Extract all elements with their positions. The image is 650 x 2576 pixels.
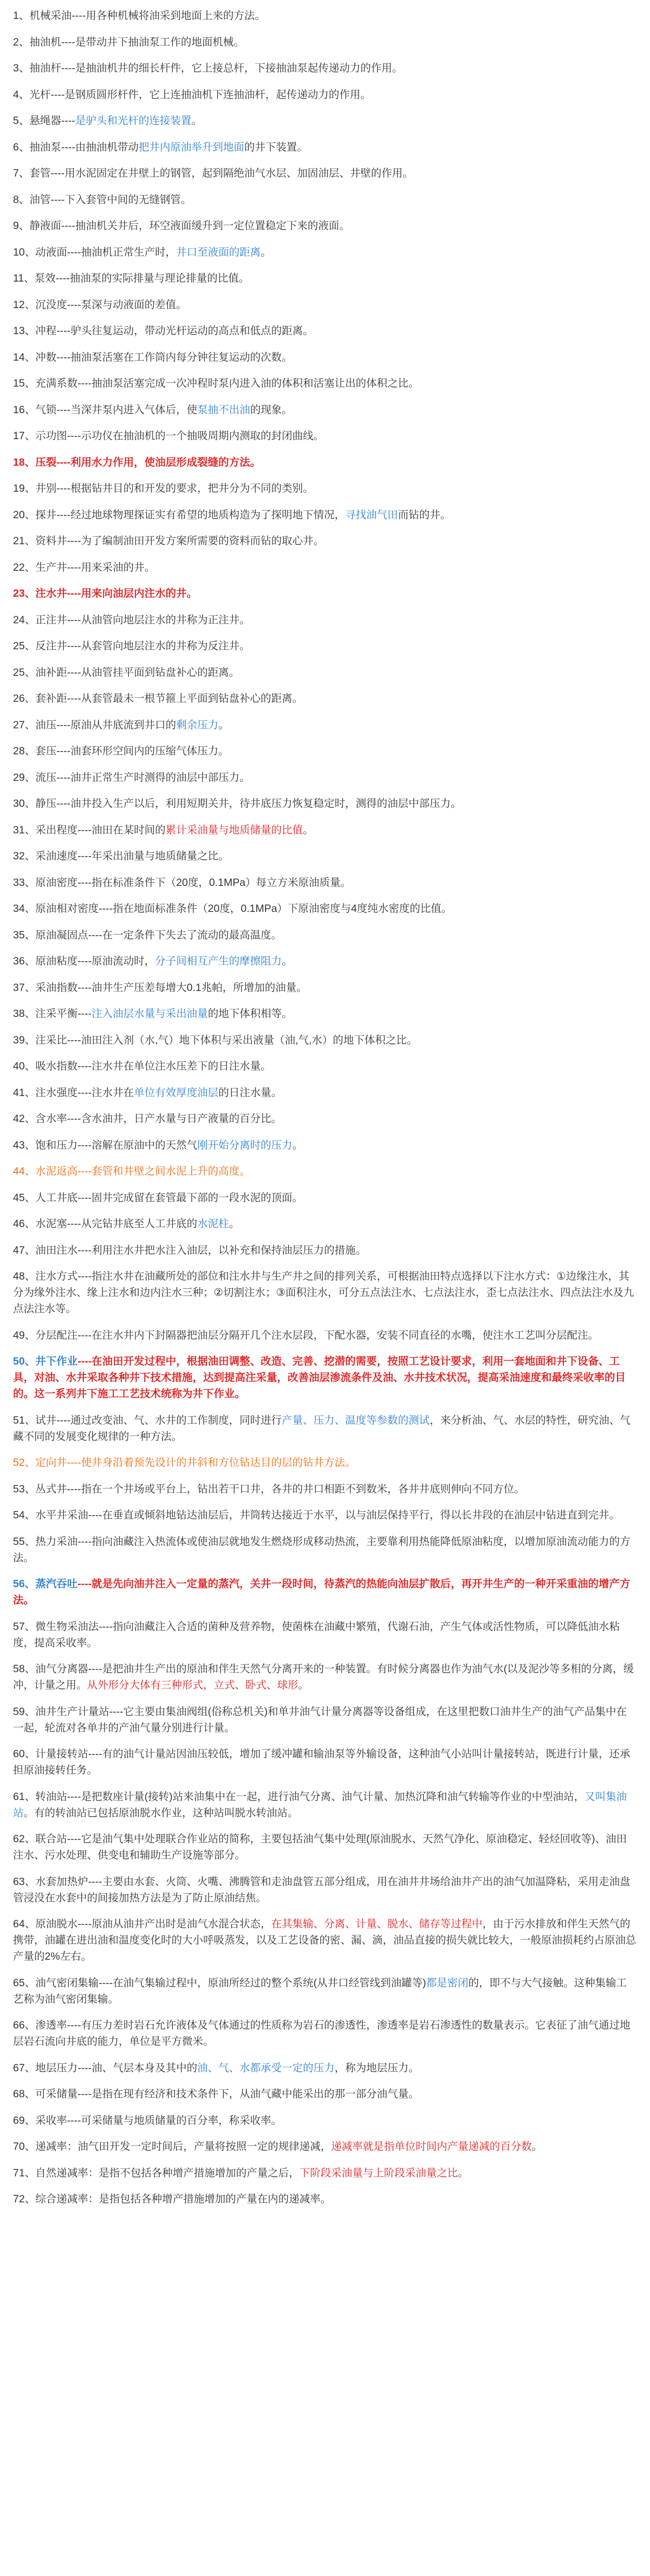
entry-text: 63、水套加热炉----主要由水套、火筒、火嘴、沸腾管和走油盘管五部分组成，用在油井井场给油井产出的油气加温降粘，采用走油盘管浸没在水套中的间接加热方法是为了防止原油结焦。: [13, 1875, 630, 1904]
highlighted-text: 把井内原油举升到地面: [138, 141, 244, 153]
highlighted-text: 单位有效厚度油层: [134, 1086, 219, 1099]
highlighted-text: 累计采油量与地质储量的比值: [165, 824, 303, 836]
glossary-entry: [13, 323, 637, 339]
entry-text: 30、静压----油井投入生产以后，利用短期关井，待井底压力恢复稳定时，测得的油层中部压力。: [13, 798, 461, 810]
glossary-entry: [13, 1975, 637, 2007]
glossary-entry: [13, 822, 637, 838]
entry-text: 25、反注井----从套管向地层注水的井称为反注井。: [13, 640, 250, 652]
entry-text: 54、水平井采油----在垂直或倾斜地钻达油层后，井筒转达接近于水平，以与油层保持平行，得以长井段的在油层中钻进直到完井。: [13, 1509, 620, 1521]
glossary-entry: [13, 1058, 637, 1074]
glossary-entry: [13, 113, 637, 129]
glossary-entry: [13, 270, 637, 286]
glossary-entry: [13, 559, 637, 576]
glossary-entry: [13, 402, 637, 418]
entry-text: 24、正注井----从油管向地层注水的井称为正注井。: [13, 614, 250, 626]
entry-text: 40、吸水指数----注水井在单位注水压差下的日注水量。: [13, 1060, 271, 1072]
entry-text: ，由于污水排放和伴生天然气的携带，油罐在进出油和温度变化时的大小呼吸蒸发，以及工艺设备的密、漏、滴，油品直接的损失就比较大，一般原油损耗约占原油总产量的2%左右。: [13, 1918, 636, 1962]
entry-text: 34、原油相对密度----指在地面标准条件（20度，0.1MPa）下原油密度与4度纯水密度的比值。: [13, 903, 452, 915]
highlighted-text: 56、蒸汽吞吐: [13, 1578, 78, 1590]
highlighted-text: 剩余压力: [176, 719, 219, 731]
glossary-entry: [13, 2086, 637, 2102]
entry-text: 68、可采储量----是指在现有经济和技术条件下，从油气藏中能采出的那一部分油气量。: [13, 2088, 419, 2100]
entry-text: 。: [261, 246, 271, 258]
entry-text: 37、采油指数----油井生产压差每增大0.1兆帕，所增加的油量。: [13, 981, 307, 994]
entry-text: 15、充满系数----抽油泵活塞完成一次冲程时泵内进入油的体积和活塞让出的体积之比。: [13, 377, 419, 389]
entry-text: 4、光杆----是钢质圆形杆件，它上连抽油机下连抽油杆，起传递动力的作用。: [13, 88, 371, 101]
glossary-entry: [13, 1481, 637, 1497]
glossary-entry: [13, 980, 637, 996]
glossary-entry: [13, 1661, 637, 1693]
entry-text: 21、资料井----为了编制油田开发方案所需要的资料而钻的取心井。: [13, 535, 324, 547]
entry-text: 。有的转油站已包括原油脱水作业，这种站叫脱水转油站。: [23, 1807, 298, 1819]
highlighted-text: 从外形分大体有三种形式，立式、卧式、球形: [87, 1679, 298, 1691]
glossary-entry: [13, 375, 637, 392]
entry-text: 65、油气密闭集输----在油气集输过程中，原油所经过的整个系统(从井口经管线到油罐等): [13, 1977, 426, 1989]
glossary-entry: [13, 1032, 637, 1048]
glossary-entry: [13, 139, 637, 155]
entry-text: 8、油管----下入套管中间的无缝钢管。: [13, 193, 192, 206]
entry-text: 58、油气分离器----是把油井生产出的原油和伴生天然气分离开来的一种装置。有时候分离器也作为油气水(以及泥沙等多相的分离，缓冲，计量之用。: [13, 1663, 634, 1691]
glossary-entry: [13, 848, 637, 864]
glossary-entry: [13, 1746, 637, 1778]
glossary-entry: [13, 1216, 637, 1232]
entry-text: 31、采出程度----油田在某时间的: [13, 824, 166, 836]
entry-text: 41、注水强度----注水井在: [13, 1086, 134, 1099]
entry-text: 55、热力采油----指向油藏注入热流体或使油层就地发生燃烧形成移动热流，主要靠利用热能降低原油粘度，以增加原油流动能力的方法。: [13, 1535, 630, 1564]
entry-text: 62、联合站----它是油气集中处理联合作业站的简称，主要包括油气集中处理(原油脱水、天然气净化、原油稳定、轻烃回收等)、油田注水、污水处理、供变电和辅助生产设施等部分。: [13, 1833, 627, 1861]
glossary-entry: [13, 585, 637, 602]
glossary-entry: [13, 165, 637, 181]
glossary-entry: [13, 1576, 637, 1608]
entry-text: 。: [191, 115, 202, 127]
glossary-entry: [13, 875, 637, 891]
entry-text: 。: [531, 2141, 543, 2153]
glossary-entry: [13, 1137, 637, 1153]
glossary-entry: [13, 87, 637, 103]
glossary-entry: [13, 1455, 637, 1471]
glossary-entry: [13, 1242, 637, 1258]
glossary-entry: [13, 795, 637, 812]
entry-text: 13、冲程----驴头往复运动，带动光杆运动的高点和低点的距离。: [13, 325, 314, 337]
glossary-entry: [13, 2017, 637, 2050]
highlighted-text: 50、井下作业: [13, 1355, 78, 1367]
entry-text: 11、泵效----抽油泵的实际排量与理论排量的比值。: [13, 272, 250, 284]
glossary-entry: [13, 1619, 637, 1651]
glossary-entry: [13, 638, 637, 654]
entry-text: 的现象。: [250, 403, 292, 416]
entry-text: 38、注采平衡----: [13, 1008, 92, 1020]
glossary-entry: [13, 454, 637, 471]
entry-text: 33、原油密度----指在标准条件下（20度，0.1MPa）每立方米原油质量。: [13, 876, 352, 889]
entry-text: 6、抽油泵----由抽油机带动: [13, 141, 139, 153]
entry-text: 51、试井----通过改变油、气、水井的工作制度，同时进行: [13, 1414, 282, 1426]
entry-text: 42、含水率----含水油井，日产水量与日产液量的百分比。: [13, 1113, 282, 1125]
glossary-entry: [13, 297, 637, 313]
entry-text: 20、探井----经过地球物理探证实有希望的地质构造为了探明地下情况，: [13, 508, 346, 521]
entry-text: 67、地层压力----油、气层本身及其中的: [13, 2062, 198, 2074]
glossary-entry: [13, 612, 637, 628]
glossary-entry: [13, 1006, 637, 1022]
entry-text: 64、原油脱水----原油从油井产出时是油气水混合状态，: [13, 1918, 271, 1930]
entry-text: 。: [458, 2167, 469, 2179]
highlighted-text: 井口至液面的距离: [176, 246, 261, 258]
glossary-entry: [13, 2191, 637, 2207]
highlighted-text: 水泥柱: [197, 1218, 229, 1230]
entry-text: 44、水泥返高----套管和井壁之间水泥上升的高度。: [13, 1165, 250, 1177]
entry-text: ，称为地层压力。: [334, 2062, 419, 2074]
entry-text: 16、气锁----当深井泵内进入气体后，使: [13, 403, 198, 416]
glossary-entry: [13, 218, 637, 234]
glossary-entry: [13, 480, 637, 497]
highlighted-text: ----在油田开发过程中，根据油田调整、改造、完善、挖潜的需要，按照工艺设计要求，利用一套地面和井下设备、工具，对油、水井采取各种井下技术措施，达到提高注采量，改善油层渗流条件及油、水井技术状况，提高采油速度和最终采收率的目的。这一系列井下施工工艺技术统称为井下作业。: [13, 1355, 626, 1400]
entry-text: 10、动液面----抽油机正常生产时，: [13, 246, 177, 258]
glossary-entry: [13, 1874, 637, 1906]
glossary-entry: [13, 507, 637, 523]
entry-text: 46、水泥塞----从完钻井底至人工井底的: [13, 1218, 198, 1230]
entry-text: 69、采收率----可采储量与地质储量的百分率，称采收率。: [13, 2114, 282, 2127]
glossary-entry: [13, 2138, 637, 2155]
glossary-entry: [13, 2112, 637, 2129]
glossary-entry: [13, 1507, 637, 1523]
entry-text: 。: [292, 1139, 303, 1151]
entry-text: 。: [298, 1679, 309, 1691]
entry-text: 59、油井生产计量站----它主要由集油阀组(俗称总机关)和单井油气计量分离器等设备组成，在这里把数口油井生产的油气产品集中在一起，轮流对各单井的产油气量分别进行计量。: [13, 1705, 627, 1734]
entry-text: 的井下装置。: [244, 141, 308, 153]
glossary-entry: [13, 769, 637, 786]
entry-text: 的，即不与大气接触。这种集输工艺称为油气密闭集输。: [13, 1977, 627, 2005]
glossary-entry: [13, 1190, 637, 1206]
entry-text: 的地下体积相等。: [207, 1008, 292, 1020]
entry-text: 39、注采比----油田注入剂（水,气）地下体积与采出液量（油,气,水）的地下体积之比。: [13, 1034, 418, 1046]
entry-text: 的日注水量。: [218, 1086, 282, 1099]
entry-text: 45、人工井底----固井完成留在套管最下部的一段水泥的顶面。: [13, 1191, 303, 1204]
glossary-entry: [13, 244, 637, 260]
glossary-entry: [13, 1111, 637, 1127]
glossary-entry: [13, 717, 637, 733]
entry-text: 27、油压----原油从井底流到井口的: [13, 719, 177, 731]
highlighted-text: 又叫集油站: [13, 1790, 627, 1819]
entry-text: 18、压裂----利用水力作用，使油层形成裂缝的方法。: [13, 456, 261, 468]
entry-text: 60、计量接转站----有的油气计量站因油压较低，增加了缓冲罐和输油泵等外输设备，这种油气小站叫计量接转站，既进行计量，还承担原油接转任务。: [13, 1748, 630, 1776]
glossary-entry: [13, 1534, 637, 1566]
entry-text: 35、原油凝固点----在一定条件下失去了流动的最高温度。: [13, 929, 282, 941]
glossary-entry: [13, 349, 637, 366]
highlighted-text: 泵抽不出油: [197, 403, 250, 416]
glossary-entry: [13, 428, 637, 444]
glossary-entry: [13, 1789, 637, 1821]
entry-text: 7、套管----用水泥固定在井壁上的钢管，起到隔绝油气水层、加固油层、井壁的作用。: [13, 167, 413, 179]
glossary-entry: [13, 2060, 637, 2076]
entry-text: 72、综合递减率：是指包括各种增产措施增加的产量在内的递减率。: [13, 2193, 332, 2205]
entry-text: 47、油田注水----利用注水井把水注入油层，以补充和保持油层压力的措施。: [13, 1244, 367, 1256]
highlighted-text: 油、气、水都承受一定的压力: [197, 2062, 335, 2074]
glossary-entry: [13, 953, 637, 969]
glossary-entry: [13, 743, 637, 759]
glossary-entry: [13, 34, 637, 50]
glossary-entry: [13, 1916, 637, 1965]
entry-text: 25、油补距----从油管挂平面到钻盘补心的距离。: [13, 666, 240, 679]
entry-text: 26、套补距----从套管最未一根节箍上平面到钻盘补心的距离。: [13, 693, 303, 705]
highlighted-text: 注入油层水量与采出油量: [92, 1008, 208, 1020]
highlighted-text: 刚开始分离时的压力: [197, 1139, 292, 1151]
entry-text: 43、饱和压力----溶解在原油中的天然气: [13, 1139, 198, 1151]
glossary-entry: [13, 1412, 637, 1445]
entry-text: 66、渗透率----有压力差时岩石允许液体及气体通过的性质称为岩石的渗透性，渗透率是岩石渗透性的数量表示。它表征了油气通过地层岩石流向井底的能力，单位是平方微米。: [13, 2019, 630, 2047]
entry-text: 3、抽油杆----是抽油机井的细长杆件，它上接总杆，下接抽油泵起传递动力的作用。: [13, 62, 403, 74]
glossary-entry: [13, 1163, 637, 1179]
glossary-entry: [13, 1704, 637, 1736]
entry-text: 12、沉没度----泵深与动液面的差值。: [13, 298, 187, 311]
entry-text: 17、示功图----示功仪在抽油机的一个抽吸周期内测取的封闭曲线。: [13, 430, 324, 442]
glossary-entry: [13, 192, 637, 208]
entry-text: 57、微生物采油法----指向油藏注入合适的菌种及营养物，使菌株在油藏中繁殖，代谢石油，产生气体或活性物质，可以降低油水粘度，提高采收率。: [13, 1620, 620, 1649]
entry-text: 而钻的井。: [398, 508, 451, 521]
entry-text: 52、定向井----使井身沿着预先设计的井斜和方位钻达目的层的钻井方法。: [13, 1457, 356, 1469]
highlighted-text: 产量、压力、温度等参数的测试: [282, 1414, 430, 1426]
highlighted-text: 是驴头和光杆的连接装置: [75, 115, 192, 127]
entry-text: 29、流压----油井正常生产时测得的油层中部压力。: [13, 771, 250, 784]
entry-text: 22、生产井----用来采油的井。: [13, 561, 155, 573]
entry-text: 53、丛式井----指在一个井场或平台上，钻出若干口井，各井的井口相距不到数米，各井井底则伸向不同方位。: [13, 1483, 525, 1495]
entry-text: 2、抽油机----是带动井下抽油泵工作的地面机械。: [13, 36, 244, 48]
entry-text: ，来分析油、气、水层的特性，研究油、气藏不同的发展变化规律的一种方法。: [13, 1414, 630, 1443]
entry-text: 。: [282, 955, 292, 967]
entry-text: 71、自然递减率：是指不包括各种增产措施增加的产量之后，: [13, 2167, 300, 2179]
highlighted-text: 都是密闭: [426, 1977, 469, 1989]
entry-text: 48、注水方式----指注水井在油藏所处的部位和注水井与生产井之间的排列关系，可根据油田特点选择以下注水方式：①边缘注水，其分为缘外注水、缘上注水和边内注水三种；②切割注水；③面积注水，可分五点法注水、七点法注水，歪七点法注水、四点法注水及九点法注水等。: [13, 1270, 634, 1315]
glossary-entry: [13, 2165, 637, 2181]
entry-text: 。: [303, 824, 314, 836]
entry-text: 。: [229, 1218, 240, 1230]
entry-text: 。: [218, 719, 229, 731]
glossary-entry: [13, 1327, 637, 1344]
entry-text: 36、原油粘度----原油流动时，: [13, 955, 155, 967]
glossary-entry: [13, 690, 637, 707]
highlighted-text: 递减率就是指单位时间内产量递减的百分数: [331, 2141, 532, 2153]
entry-text: 70、递减率：油气田开发一定时间后，产量将按照一定的规律递减，: [13, 2141, 332, 2153]
glossary-entry: [13, 927, 637, 943]
glossary-entry: [13, 8, 637, 24]
glossary-entry: [13, 664, 637, 681]
glossary-entry: [13, 901, 637, 917]
entry-text: 49、分层配注----在注水井内下封隔器把油层分隔开几个注水层段，下配水器，安装不同直径的水嘴，使注水工艺叫分层配注。: [13, 1329, 599, 1341]
entry-text: 9、静液面----抽油机关井后，环空液面缓升到一定位置稳定下来的液面。: [13, 220, 350, 232]
glossary-entry: [13, 60, 637, 76]
entry-text: 14、冲数----抽油泵活塞在工作筒内每分钟往复运动的次数。: [13, 351, 292, 363]
highlighted-text: 分子间相互产生的摩擦阻力: [155, 955, 282, 967]
glossary-entry: [13, 533, 637, 549]
entry-text: 28、套压----油套环形空间内的压缩气体压力。: [13, 745, 229, 757]
entry-text: 5、悬绳器----: [13, 115, 75, 127]
glossary-entry: [13, 1085, 637, 1101]
glossary-entry: [13, 1353, 637, 1402]
highlighted-text: 寻找油气田: [345, 508, 398, 521]
entry-text: 23、注水井----用来向油层内注水的井。: [13, 588, 198, 599]
entry-text: 19、井别----根据钻井目的和开发的要求，把井分为不同的类别。: [13, 482, 314, 494]
highlighted-text: ----就是先向油井注入一定量的蒸汽，关井一段时间，待蒸汽的热能向油层扩散后，再开井生产的一种开采重油的增产方法。: [13, 1578, 630, 1606]
entry-text: 61、转油站----是把数座计量(接转)站来油集中在一起，进行油气分离、油气计量、加热沉降和油气转输等作业的中型油站，: [13, 1790, 585, 1803]
entry-text: 1、机械采油----用各种机械将油采到地面上来的方法。: [13, 10, 265, 22]
glossary-entry: [13, 1268, 637, 1317]
glossary-entry: [13, 1831, 637, 1863]
highlighted-text: 在其集输、分离、计量、脱水、储存等过程中: [271, 1918, 483, 1930]
entry-text: 32、采油速度----年采出油量与地质储量之比。: [13, 850, 229, 862]
highlighted-text: 下阶段采油量与上阶段采油量之比: [299, 2167, 458, 2179]
